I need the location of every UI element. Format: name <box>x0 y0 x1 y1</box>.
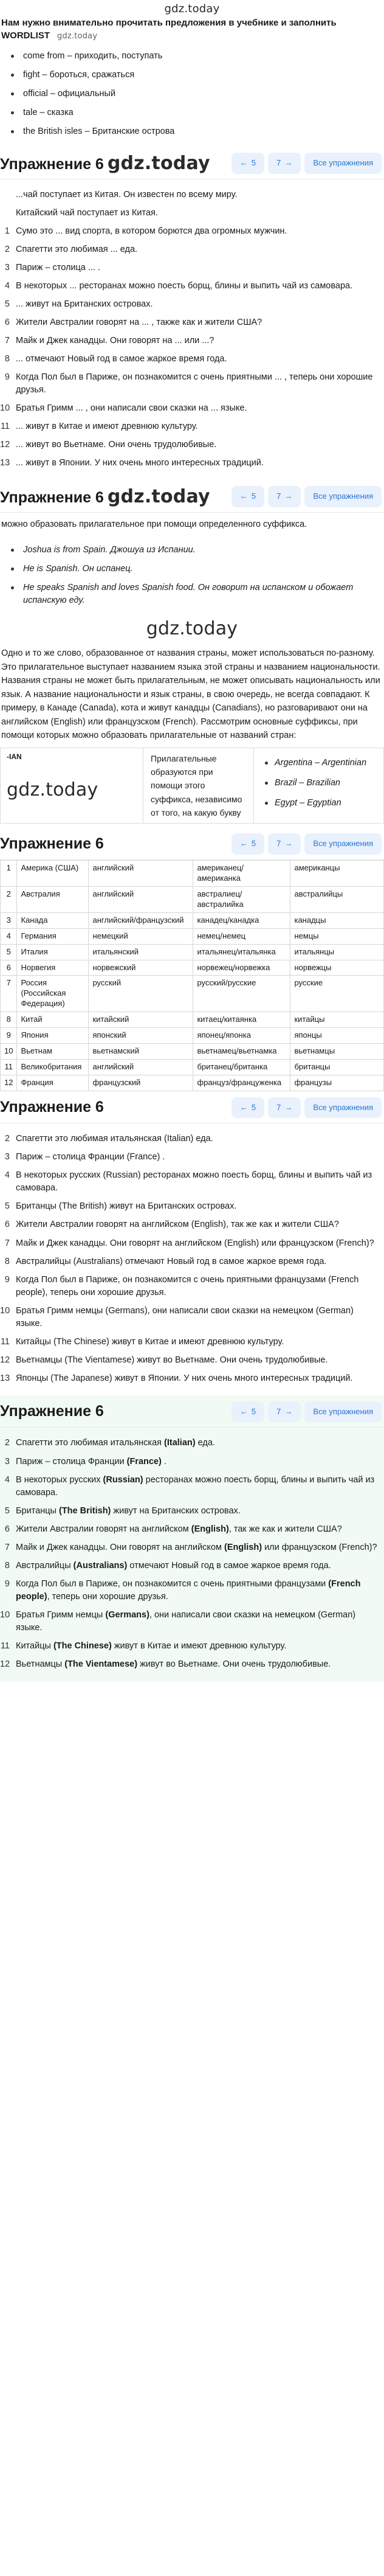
list-item: 3 Париж – столица Франции (France) . <box>4 1152 165 1162</box>
table-row <box>1 928 384 944</box>
all-exercises-button[interactable]: Все упражнения <box>304 833 382 855</box>
list-item: 9 Когда Пол был в Париже, он познакомится с очень приятными французами (French people), теперь они хорошие друзья. <box>4 1578 361 1602</box>
table-cell-country: Россия (Российская Федерация) <box>17 976 89 1012</box>
wordlist-item: official – официальный <box>6 88 384 100</box>
list-item: 5 Британцы (The British) живут на Британских островах. <box>4 1201 237 1212</box>
section-title: Упражнение 6 <box>0 1099 104 1116</box>
table-cell-country: Норвегия <box>17 960 89 976</box>
table-row <box>1 912 384 928</box>
table-cell-lang: английский/французский <box>89 912 193 928</box>
list-item: 4 В некоторых ... ресторанах можно поесть борщ, блины и выпить чай из самовара. <box>4 281 353 291</box>
list-item: 7 Майк и Джек канадцы. Они говорят на английском (English) или французском (French)? <box>4 1238 374 1248</box>
section-nav <box>231 833 382 855</box>
arrow-left-icon: ← <box>239 1102 248 1112</box>
list-item: 12 Вьетнамцы (The Vientamese) живут во Вьетнаме. Они очень трудолюбивые. <box>0 1355 328 1365</box>
table-cell-n: 8 <box>1 1012 17 1028</box>
wordlist-item: fight – бороться, сражаться <box>6 69 384 82</box>
table-cell-n: 1 <box>1 861 17 887</box>
list-item: 4 В некоторых русских (Russian) ресторанах можно поесть борщ, блины и выпить чай из самовара. <box>4 1474 375 1498</box>
prev-exercise-button[interactable]: ← 5 <box>231 153 264 174</box>
table-cell-n: 2 <box>1 887 17 913</box>
table-cell-adj: канадец/канадка <box>193 912 290 928</box>
next-exercise-button[interactable]: 7 → <box>268 1401 301 1423</box>
list-item: 6 Жители Австралии говорят на ... , также как и жители США? <box>4 318 262 328</box>
table-cell-lang: норвежский <box>89 960 193 976</box>
list-item: 11 ... живут в Китае и имеют древнюю культуру. <box>0 422 198 432</box>
table-cell-nat: итальянцы <box>290 944 384 960</box>
list-item: ...чай поступает из Китая. Он известен по всему миру. <box>16 190 238 200</box>
list-item: 8 Австралийцы (Australians) отмечают Новый год в самое жаркое время года. <box>4 1560 331 1571</box>
prev-exercise-button[interactable]: ← 5 <box>231 486 264 507</box>
section-nav <box>231 1401 382 1423</box>
table-cell-country: Китай <box>17 1012 89 1028</box>
answers-section <box>0 1091 384 1395</box>
list-item: 12 Вьетнамцы (The Vientamese) живут во Вьетнаме. Они очень трудолюбивые. <box>0 1659 331 1669</box>
table-cell-adj: русский/русские <box>193 976 290 1012</box>
wordlist <box>0 43 384 147</box>
watermark: gdz.today <box>57 32 98 41</box>
table-cell-adj: немец/немец <box>193 928 290 944</box>
list-item: 5 Британцы (The British) живут на Британских островах. <box>4 1505 241 1516</box>
prev-exercise-button[interactable]: ← 5 <box>231 833 264 855</box>
table-cell-country: Австралия <box>17 887 89 913</box>
table-row <box>1 1012 384 1028</box>
next-exercise-button[interactable]: 7 → <box>268 1097 301 1119</box>
watermark: gdz.today <box>7 779 98 800</box>
example-item: Joshua is from Spain. Джошуа из Испании. <box>6 544 384 557</box>
example-item: He is Spanish. Он испанец. <box>6 563 384 575</box>
table-cell-n: 9 <box>1 1028 17 1044</box>
table-row <box>1 1059 384 1075</box>
arrow-left-icon: ← <box>239 1406 248 1416</box>
watermark: gdz.today <box>107 486 210 508</box>
arrow-left-icon: ← <box>239 839 248 849</box>
wordlist-item: come from – приходить, поступать <box>6 50 384 63</box>
list-item: 2 Спагетти это любимая итальянская (Italian) еда. <box>4 1134 213 1144</box>
suffix-table <box>0 748 384 824</box>
list-item: Китайский чай поступает из Китая. <box>16 208 158 218</box>
section-header <box>0 147 384 179</box>
section-header <box>0 827 384 860</box>
list-item: 6 Жители Австралии говорят на английском (English), так же как и жители США? <box>4 1524 342 1534</box>
table-cell-country: Вьетнам <box>17 1043 89 1059</box>
table-cell-nat: немцы <box>290 928 384 944</box>
table-row <box>1 861 384 887</box>
table-cell-nat: китайцы <box>290 1012 384 1028</box>
list-item: 10 Братья Гримм немцы (Germans), они написали свои сказки на немецком (German) языке. <box>0 1305 354 1328</box>
table-cell-lang: русский <box>89 976 193 1012</box>
table-row <box>1 1043 384 1059</box>
list-item: 13 ... живут в Японии. У них очень много интересных традиций. <box>0 458 264 468</box>
table-cell-nat: русские <box>290 976 384 1012</box>
theory-paragraph: можно образовать прилагательное при помощи определенного суффикса. <box>1 519 307 530</box>
list-item: 3 Париж – столица Франции (France) . <box>4 1456 166 1467</box>
table-cell-n: 12 <box>1 1075 17 1091</box>
section-header <box>0 1395 384 1428</box>
table-row <box>1 1028 384 1044</box>
suffix-label: -IAN <box>7 752 22 761</box>
table-cell-adj: британец/британка <box>193 1059 290 1075</box>
table-row <box>1 887 384 913</box>
answers-bold-section <box>0 1395 384 1681</box>
table-cell-nat: британцы <box>290 1059 384 1075</box>
table-cell-adj: австралиец/австралийка <box>193 887 290 913</box>
task-list <box>0 179 384 480</box>
table-cell-adj: норвежец/норвежка <box>193 960 290 976</box>
table-cell-country: Великобритания <box>17 1059 89 1075</box>
suffix-example: Argentina – Argentinian <box>260 757 377 769</box>
table-cell-n: 6 <box>1 960 17 976</box>
arrow-right-icon: → <box>284 158 293 168</box>
table-cell-n: 4 <box>1 928 17 944</box>
prev-exercise-button[interactable]: ← 5 <box>231 1097 264 1119</box>
next-exercise-button[interactable]: 7 → <box>268 833 301 855</box>
list-item: 8 ... отмечают Новый год в самое жаркое время года. <box>4 354 227 364</box>
all-exercises-button[interactable]: Все упражнения <box>304 1401 382 1423</box>
table-cell-country: Япония <box>17 1028 89 1044</box>
table-cell-country: Канада <box>17 912 89 928</box>
suffix-description: Прилагательные образуются при помощи этого суффикса, независимо от того, на какую букву <box>143 748 254 824</box>
table-cell-nat: австралийцы <box>290 887 384 913</box>
table-cell-n: 10 <box>1 1043 17 1059</box>
next-exercise-button[interactable]: 7 → <box>268 153 301 174</box>
list-item: 12 ... живут во Вьетнаме. Они очень трудолюбивые. <box>0 440 217 450</box>
table-cell-n: 11 <box>1 1059 17 1075</box>
answers-list <box>0 1123 384 1395</box>
table-cell-country: Германия <box>17 928 89 944</box>
table-cell-lang: вьетнамский <box>89 1043 193 1059</box>
table-cell-adj: француз/француженка <box>193 1075 290 1091</box>
arrow-right-icon: → <box>284 491 293 501</box>
list-item: 9 Когда Пол был в Париже, он познакомится с очень приятными французами (French people), теперь они хорошие друзья. <box>4 1274 359 1297</box>
section-title: Упражнение 6 <box>0 835 104 853</box>
suffix-example: Egypt – Egyptian <box>260 797 377 810</box>
list-item: 3 Париж – столица ... . <box>4 263 101 273</box>
section-header <box>0 480 384 513</box>
table-cell-nat: французы <box>290 1075 384 1091</box>
list-item: 7 Майк и Джек канадцы. Они говорят на английском (English) или французском (French)? <box>4 1542 377 1552</box>
table-cell-nat: канадцы <box>290 912 384 928</box>
table-cell-nat: японцы <box>290 1028 384 1044</box>
section-nav <box>231 486 382 507</box>
arrow-right-icon: → <box>284 1406 293 1416</box>
section-title: Упражнение 6 <box>0 1403 104 1420</box>
list-item: 6 Жители Австралии говорят на английском (English), так же как и жители США? <box>4 1220 339 1230</box>
list-item: 13 Японцы (The Japanese) живут в Японии. У них очень много интересных традиций. <box>0 1373 353 1383</box>
wordlist-header <box>0 29 384 43</box>
table-cell-lang: английский <box>89 1059 193 1075</box>
table-cell-n: 3 <box>1 912 17 928</box>
section-nav <box>231 1097 382 1119</box>
arrow-right-icon: → <box>284 839 293 849</box>
site-brand[interactable]: gdz.today <box>164 2 220 15</box>
section-header <box>0 1091 384 1124</box>
list-item: 2 Спагетти это любимая ... еда. <box>4 245 138 255</box>
table-row <box>1 976 384 1012</box>
list-item: 9 Когда Пол был в Париже, он познакомится с очень приятными ... , теперь они хорошие друзья. <box>4 372 373 395</box>
table-cell-adj: вьетнамец/вьетнамка <box>193 1043 290 1059</box>
all-exercises-button[interactable]: Все упражнения <box>304 153 382 174</box>
table-cell-lang: французский <box>89 1075 193 1091</box>
table-cell-n: 7 <box>1 976 17 1012</box>
table-cell-nat: вьетнамцы <box>290 1043 384 1059</box>
table-cell-adj: американец/американка <box>193 861 290 887</box>
list-item: 11 Китайцы (The Chinese) живут в Китае и имеют древнюю культуру. <box>0 1336 284 1347</box>
theory-section <box>0 480 384 824</box>
list-item: 1 Сумо это ... вид спорта, в котором борются два огромных мужчин. <box>4 226 287 237</box>
list-item: 10 Братья Гримм немцы (Germans), они написали свои сказки на немецком (German) языке. <box>0 1609 356 1633</box>
table-cell-lang: итальянский <box>89 944 193 960</box>
table-cell-lang: японский <box>89 1028 193 1044</box>
table-cell-nat: норвежцы <box>290 960 384 976</box>
answers-bold-list <box>0 1428 384 1681</box>
table-cell-n: 5 <box>1 944 17 960</box>
table-cell-adj: итальянец/итальянка <box>193 944 290 960</box>
table-row <box>1 944 384 960</box>
table-row <box>1 960 384 976</box>
table-cell-country: Италия <box>17 944 89 960</box>
suffix-example: Brazil – Brazilian <box>260 777 377 790</box>
next-exercise-button[interactable]: 7 → <box>268 486 301 507</box>
prev-exercise-button[interactable]: ← 5 <box>231 1401 264 1423</box>
wordlist-item: the British isles – Британские острова <box>6 125 384 138</box>
table-cell-nat: американцы <box>290 861 384 887</box>
table-cell-country: Америка (США) <box>17 861 89 887</box>
nationality-table <box>0 860 384 1091</box>
list-item: 8 Австралийцы (Australians) отмечают Новый год в самое жаркое время года. <box>4 1256 327 1266</box>
list-item: 5 ... живут на Британских островах. <box>4 299 153 310</box>
theory-paragraph: Одно и то же слово, образованное от названия страны, может использоваться по-разному. Это прилагательное выступает названием языка этой страны и названием национальности. Названия страны не может быть прилагательным, не может описывать национальность или язык. А название национальности и язык страны, в свою очередь, не всегда совпадают. К примеру, в Канаде (Canada), кота и живут канадцы (Canadians), но разговаривают они на английском (English) или французском (French). Рассмотрим основные суффиксы, при помощи которых можно образовать прилагательные от названий стран: <box>1 648 380 741</box>
table-section <box>0 827 384 1091</box>
table-cell-lang: немецкий <box>89 928 193 944</box>
table-cell-adj: китаец/китаянка <box>193 1012 290 1028</box>
task-section <box>0 147 384 480</box>
arrow-left-icon: ← <box>239 158 248 168</box>
table-cell-adj: японец/японка <box>193 1028 290 1044</box>
watermark: gdz.today <box>146 617 238 639</box>
table-cell-country: Франция <box>17 1075 89 1091</box>
list-item: 10 Братья Гримм ... , они написали свои сказки на ... языке. <box>0 403 247 414</box>
wordlist-item: tale – сказка <box>6 106 384 119</box>
table-cell-lang: английский <box>89 861 193 887</box>
example-list <box>0 536 384 616</box>
list-item: 7 Майк и Джек канадцы. Они говорят на ... или ...? <box>4 336 214 346</box>
table-row <box>1 1075 384 1091</box>
arrow-right-icon: → <box>284 1102 293 1112</box>
example-item: He speaks Spanish and loves Spanish food. Он говорит на испанском и обожает испанскую еду. <box>6 582 384 607</box>
section-title: Упражнение 6 gdz.today <box>0 486 210 508</box>
list-item: 2 Спагетти это любимая итальянская (Italian) еда. <box>4 1438 215 1448</box>
table-cell-lang: английский <box>89 887 193 913</box>
intro-instruction: Нам нужно внимательно прочитать предложения в учебнике и заполнить <box>1 18 337 29</box>
all-exercises-button[interactable]: Все упражнения <box>304 1097 382 1119</box>
arrow-left-icon: ← <box>239 491 248 501</box>
wordlist-title: WORDLIST <box>1 30 50 41</box>
list-item: 11 Китайцы (The Chinese) живут в Китае и имеют древнюю культуру. <box>0 1640 287 1651</box>
list-item: 4 В некоторых русских (Russian) ресторанах можно поесть борщ, блины и выпить чай из самовара. <box>4 1170 372 1193</box>
section-nav <box>231 153 382 174</box>
table-cell-lang: китайский <box>89 1012 193 1028</box>
section-title: Упражнение 6 gdz.today <box>0 153 210 175</box>
all-exercises-button[interactable]: Все упражнения <box>304 486 382 507</box>
watermark: gdz.today <box>107 153 210 175</box>
